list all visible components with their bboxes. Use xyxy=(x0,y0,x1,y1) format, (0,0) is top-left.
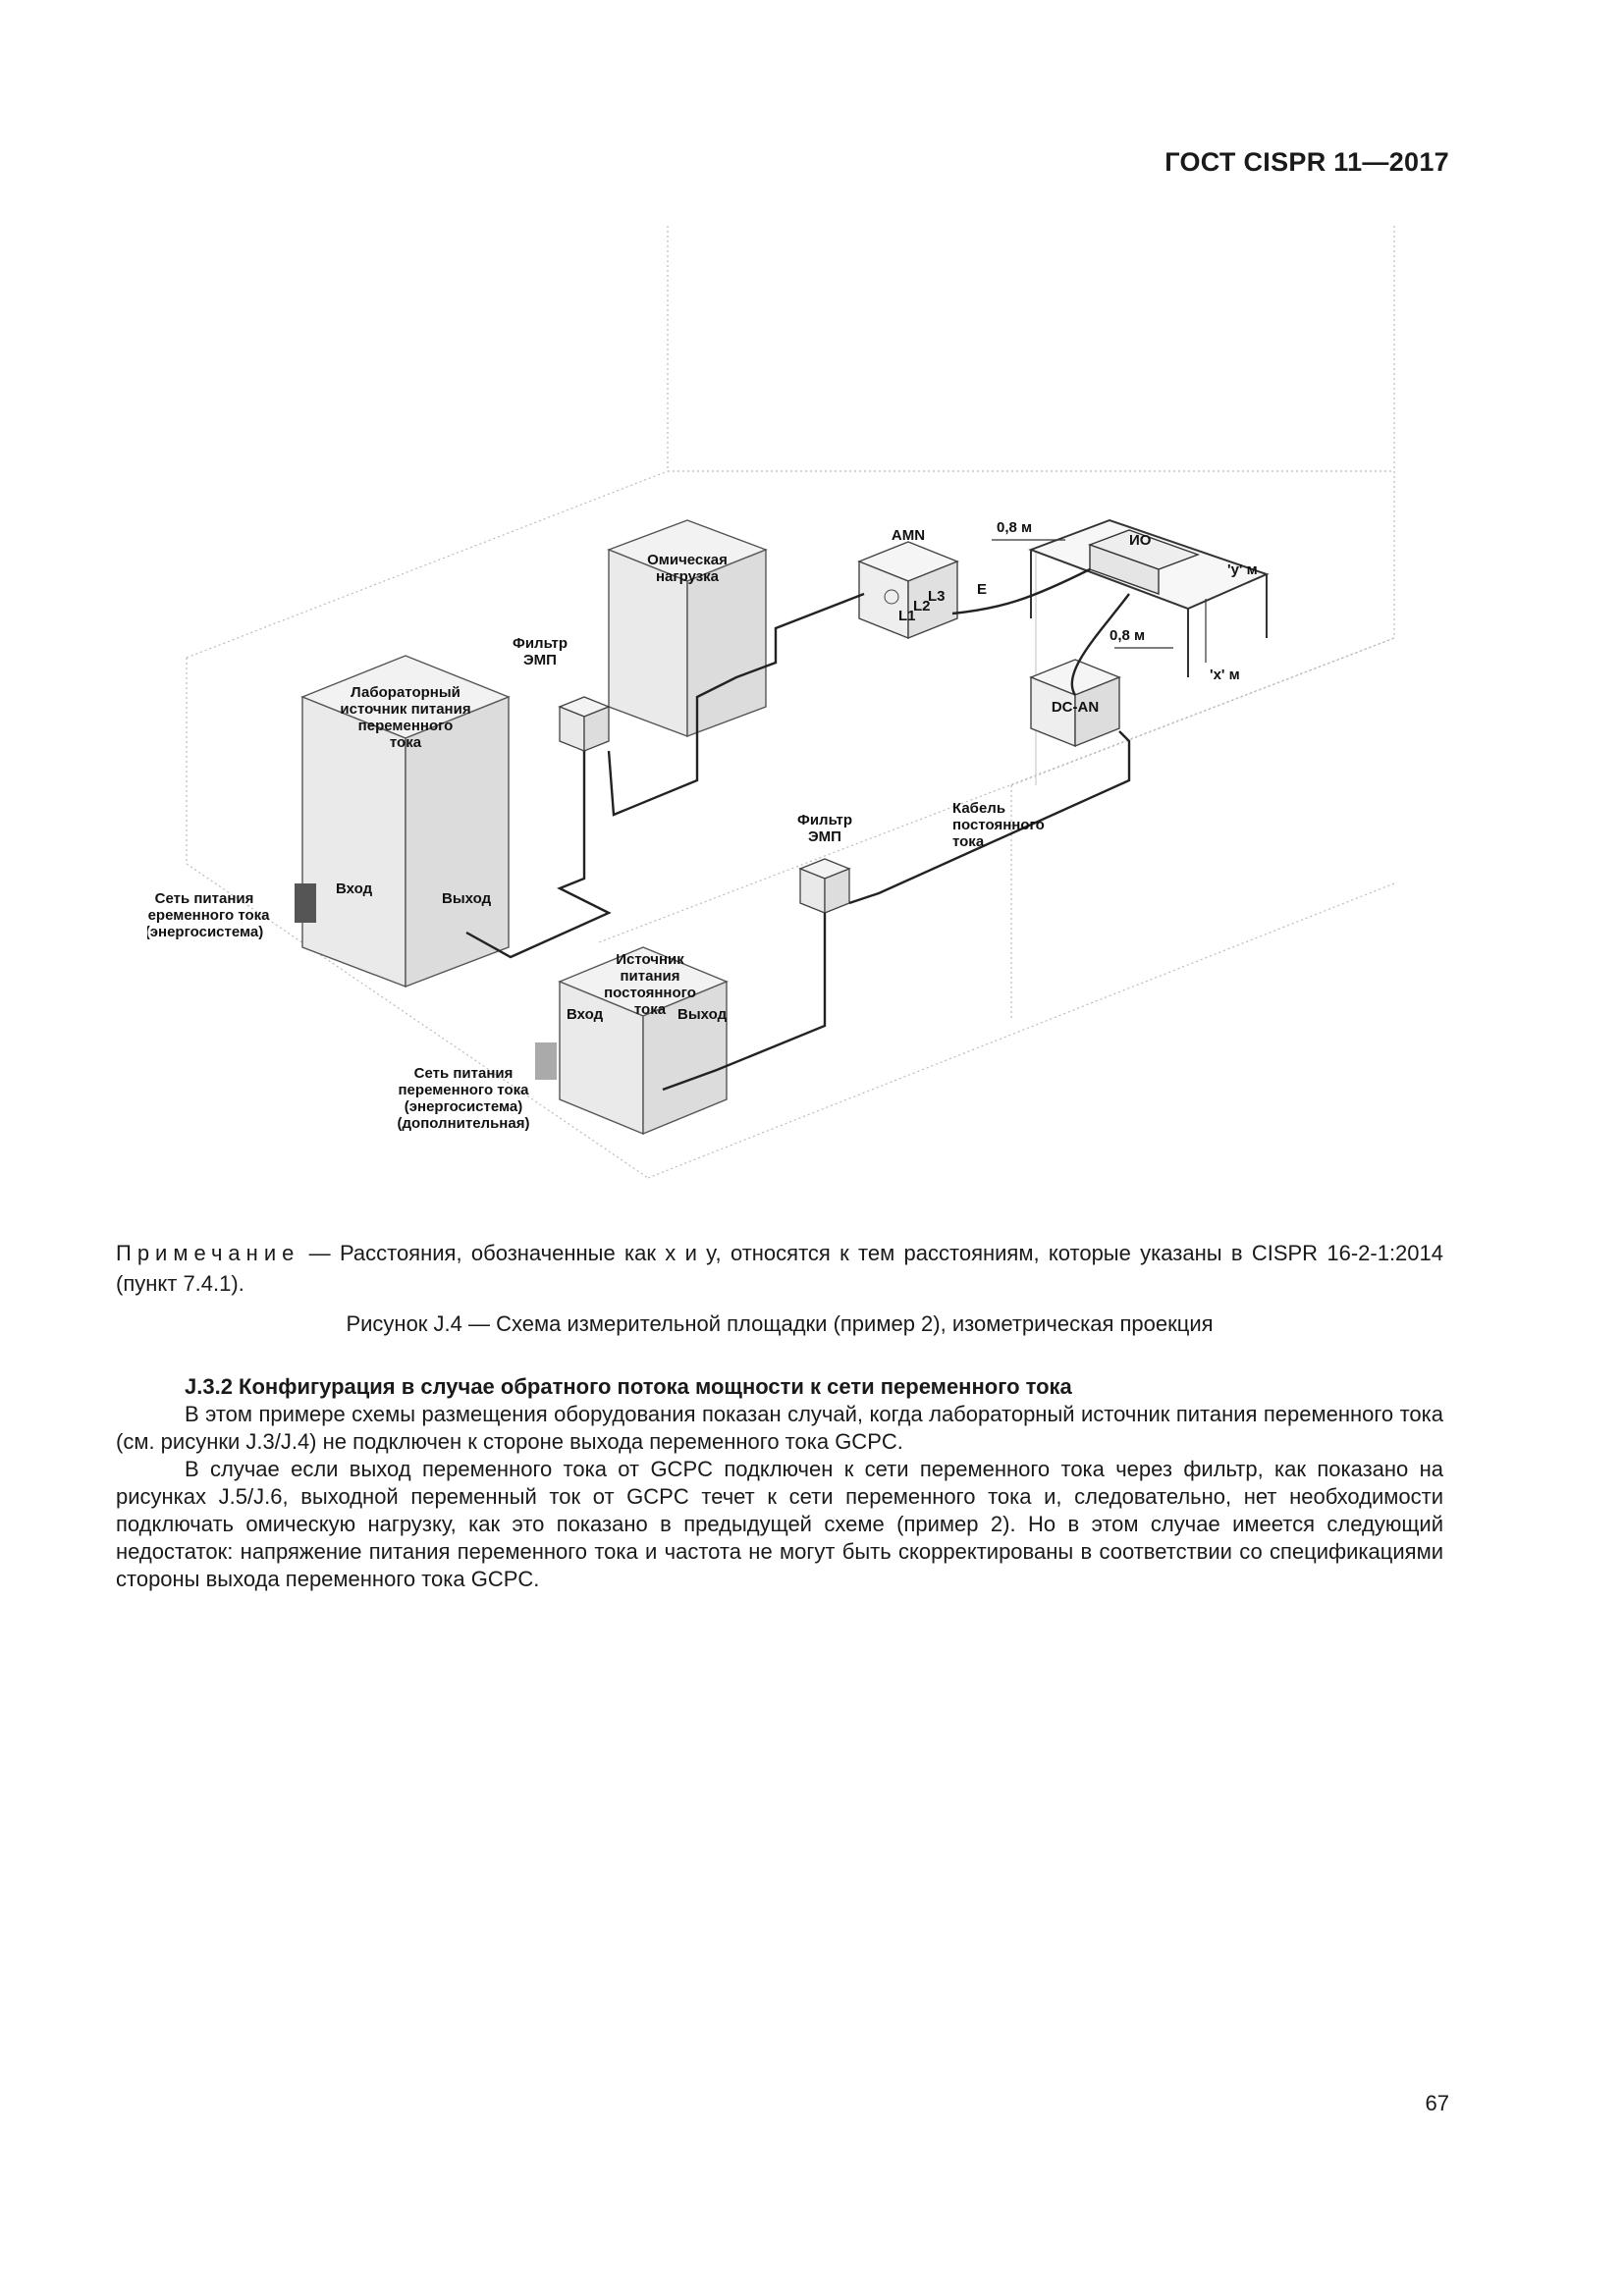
label-amn: AMN xyxy=(891,527,926,544)
label-dist-mid: 0,8 м xyxy=(1110,627,1146,644)
label-ohmic-load: Омическая нагрузка xyxy=(647,552,728,585)
section-paragraph-2: В случае если выход переменного тока от GCPC подключен к сети переменного тока через фильтр, как показано на рисунках J.5/J.6, выходной переменный ток от GCPC течет к сети переменного тока и, следовательно, нет необходимости подключать омическую нагрузку, как это показано в предыдущей схеме (пример 2). Но в этом случае имеется следующий недостаток: напряжение питания переменного тока и частота не могут быть скорректированы в соответствии со спецификациями стороны выхода переменного тока GCPC. xyxy=(116,1457,1443,1591)
mains-socket-1 xyxy=(295,883,316,923)
label-eut: ИО xyxy=(1129,532,1152,549)
label-term-e: E xyxy=(977,581,988,598)
label-input-2: Вход xyxy=(567,1006,604,1023)
label-term-l1: L1 xyxy=(898,608,916,624)
section-paragraph-1: В этом примере схемы размещения оборудования показан случай, когда лабораторный источник питания переменного тока (см. рисунки J.3/J.4) не подключен к стороне выхода переменного тока GCPC. xyxy=(116,1402,1443,1454)
label-y-distance: 'y' м xyxy=(1227,561,1258,578)
emi-filter-top-box xyxy=(560,697,609,751)
label-output-1: Выход xyxy=(442,890,492,907)
section-heading: J.3.2 Конфигурация в случае обратного потока мощности к сети переменного тока xyxy=(185,1374,1072,1399)
label-emi-filter-bottom: Фильтр ЭМП xyxy=(797,812,852,845)
label-dcan: DC-AN xyxy=(1051,699,1100,716)
figure-note xyxy=(116,1238,1443,1299)
label-dc-cable: Кабель постоянного тока xyxy=(952,800,1045,850)
label-mains-2: Сеть питания переменного тока (энергосистема) (дополнительная) xyxy=(397,1065,530,1132)
label-term-l3: L3 xyxy=(928,588,946,605)
label-lab-source: Лабораторный источник питания переменного тока xyxy=(340,684,471,751)
label-mains-1: Сеть питания переменного тока (энергосистема) xyxy=(147,890,270,940)
isometric-diagram xyxy=(147,226,1483,1207)
note-prefix: Примечание xyxy=(116,1241,300,1265)
label-output-2: Выход xyxy=(677,1006,728,1023)
section-j-3-2 xyxy=(116,1373,1443,1593)
label-dist-top: 0,8 м xyxy=(997,519,1033,536)
note-text: — Расстояния, обозначенные как x и y, относятся к тем расстояниям, которые указаны в CISPR 16-2-1:2014 (пункт 7.4.1). xyxy=(116,1241,1443,1296)
label-term-l2: L2 xyxy=(913,598,931,614)
mains-socket-2 xyxy=(535,1042,557,1080)
document-header: ГОСТ CISPR 11—2017 xyxy=(1164,147,1449,177)
emi-filter-bottom-box xyxy=(800,859,849,913)
isometric-test-site-figure xyxy=(147,226,1483,1207)
figure-caption: Рисунок J.4 — Схема измерительной площадки (пример 2), изометрическая проекция xyxy=(346,1311,1214,1336)
label-input-1: Вход xyxy=(336,881,373,897)
label-dc-source: Источник питания постоянного тока xyxy=(604,951,696,1018)
label-emi-filter-top: Фильтр ЭМП xyxy=(513,635,568,668)
page-number: 67 xyxy=(1425,2091,1449,2115)
label-x-distance: 'x' м xyxy=(1210,667,1240,683)
